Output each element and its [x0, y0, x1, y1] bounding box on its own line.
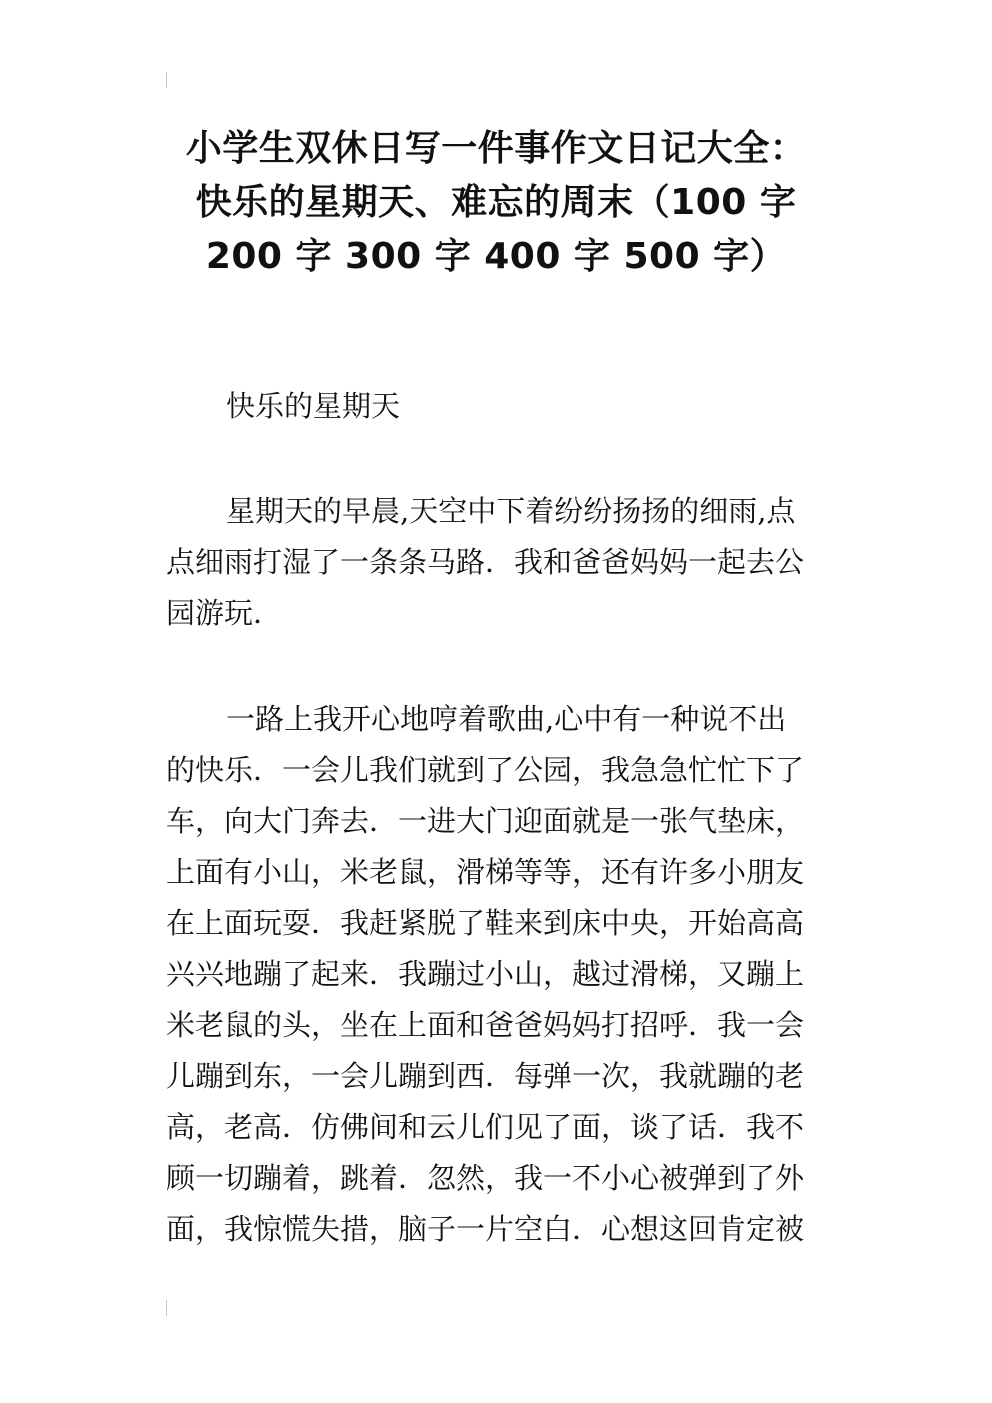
title-line-2: 快乐的星期天、难忘的周末（100 字: [195, 182, 797, 223]
paragraph-1: [166, 486, 828, 639]
paragraph-line: 在上面玩耍．我赶紧脱了鞋来到床中央，开始高高: [166, 906, 805, 940]
paragraph-line: 的快乐．一会儿我们就到了公园，我急急忙忙下了: [166, 753, 805, 787]
paragraph-line: 兴兴地蹦了起来．我蹦过小山，越过滑梯，又蹦上: [166, 957, 805, 991]
paragraph-line: 米老鼠的头，坐在上面和爸爸妈妈打招呼．我一会: [166, 1008, 805, 1042]
paragraph-line: 上面有小山，米老鼠，滑梯等等，还有许多小朋友: [166, 855, 805, 889]
paragraph-line: 车，向大门奔去．一进大门迎面就是一张气垫床，: [166, 804, 805, 838]
paragraph-line: 顾一切蹦着，跳着．忽然，我一不小心被弹到了外: [166, 1161, 805, 1195]
paragraph-2: [166, 694, 828, 1255]
page-corner-mark-bottom: [166, 1300, 167, 1316]
document-title: [166, 122, 826, 284]
paragraph-line: 高，老高．仿佛间和云儿们见了面，谈了话．我不: [166, 1110, 805, 1144]
paragraph-line: 一路上我开心地哼着歌曲,心中有一种说不出: [226, 702, 787, 736]
paragraph-line: 儿蹦到东，一会儿蹦到西．每弹一次，我就蹦的老: [166, 1059, 805, 1093]
paragraph-line: 面，我惊慌失措，脑子一片空白．心想这回肯定被: [166, 1212, 805, 1246]
paragraph-line: 园游玩．: [166, 596, 283, 630]
title-line-3: 200 字 300 字 400 字 500 字）: [205, 236, 787, 277]
page-corner-mark-top: [166, 72, 167, 88]
paragraph-line: 星期天的早晨,天空中下着纷纷扬扬的细雨,点: [226, 494, 796, 528]
section-heading: 快乐的星期天: [226, 389, 401, 423]
title-line-1: 小学生双休日写一件事作文日记大全：: [185, 128, 807, 169]
paragraph-line: 点细雨打湿了一条条马路．我和爸爸妈妈一起去公: [166, 545, 805, 579]
